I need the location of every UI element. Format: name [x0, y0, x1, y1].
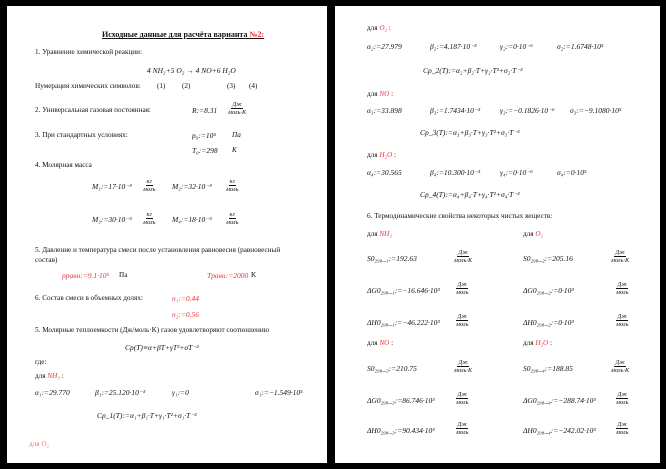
cut-off-footer: для O₂	[29, 440, 50, 448]
molar-mass-1: M₁:=17·10⁻³	[92, 182, 132, 191]
section-5-heading: 5. Давление и температура смеси после установления равновесия (равновесный	[35, 246, 281, 254]
unit-numerator: кг	[146, 178, 152, 185]
section-4-heading: 4. Молярная масса	[35, 161, 92, 169]
gamma-3: γ₃:=−0.1826·10⁻⁶	[500, 106, 555, 115]
where-label: где:	[35, 358, 47, 366]
heat-capacity-formula: Cp(T)≡α+βT+γT²+σT⁻²	[125, 343, 199, 352]
numbering-3: (3)	[227, 82, 236, 90]
cp-3-formula: Cp_3(T):=α₃+β₃·T+γ₃·T²+σ₃·T⁻²	[420, 128, 520, 137]
unit-numerator: Дж	[457, 281, 468, 288]
unit-denominator: моль	[226, 219, 239, 226]
gibbs-2: ΔG0₂₉₈_₂:=0·10³	[523, 286, 574, 295]
cp-1-formula: Cp_1(T):=α₁+β₁·T+γ₁·T²+σ₁·T⁻²	[97, 411, 197, 420]
unit-denominator: моль	[456, 321, 469, 328]
section-1-heading: 1. Уравнение химической реакции:	[35, 48, 143, 56]
for-label: для	[523, 339, 534, 347]
substance-3-name: NO	[379, 90, 390, 98]
gibbs-1: ΔG0₂₉₈_₁:=−16.646·10³	[367, 286, 440, 295]
unit-denominator: моль·K	[228, 109, 247, 116]
colon: :	[61, 372, 64, 380]
t0-unit: K	[232, 146, 237, 154]
unit-numerator: Дж	[458, 249, 468, 256]
unit-denominator: моль	[616, 289, 629, 296]
sigma-4: σ₄:=0·10⁵	[557, 168, 587, 177]
for-label: для	[367, 90, 378, 98]
molar-mass-4: M₄:=18·10⁻³	[172, 215, 212, 224]
substance-1-name: NH₃	[47, 372, 60, 380]
molar-mass-3: M₃:=30·10⁻³	[92, 215, 132, 224]
sigma-1: σ₁:=−1.549·10⁵	[255, 388, 303, 397]
substance-2-props-label	[523, 230, 543, 239]
numbering-label: Нумерация химических символов:	[35, 82, 141, 90]
gamma-2: γ₂:=0·10⁻⁶	[500, 42, 533, 51]
for-label: для	[367, 24, 378, 32]
t0-eq: T₀:=298	[192, 146, 218, 155]
volume-fraction-1: n₁:=0.44	[172, 294, 200, 303]
section-6-heading: 6. Состав смеси в объемных долях:	[35, 294, 143, 302]
numbering-4: (4)	[249, 82, 258, 90]
colon: :	[388, 24, 391, 32]
p0-unit: Па	[232, 131, 241, 139]
gas-constant-unit	[227, 101, 247, 116]
sigma-2: σ₂:=1.6748·10⁵	[557, 42, 604, 51]
entropy-4: S0₂₉₈_₄:=188.85	[523, 364, 573, 373]
substance-3-props-label	[367, 339, 393, 348]
unit-denominator: моль	[226, 186, 239, 193]
enthalpy-3: ΔH0₂₉₈_₃:=90.434·10³	[367, 426, 435, 435]
entropy-3: S0₂₉₈_₃:=210.75	[367, 364, 417, 373]
gibbs-4-unit	[615, 391, 629, 406]
p0-eq: p₀:=10⁵	[192, 131, 217, 140]
enthalpy-4-unit	[615, 421, 629, 436]
unit-numerator: кг	[229, 178, 235, 185]
entropy-2-unit	[610, 249, 630, 264]
substance-4-name: H₂O	[379, 151, 393, 159]
entropy-1-unit	[453, 249, 473, 264]
section-3-heading: 3. При стандартных условиях:	[35, 131, 128, 139]
unit-denominator: моль	[143, 219, 156, 226]
enthalpy-1: ΔH0₂₉₈_₁:=−46.222·10³	[367, 318, 440, 327]
substance-3-name: NO	[379, 339, 390, 347]
colon: :	[550, 339, 553, 347]
section-5-heading-cont: состав)	[35, 256, 58, 264]
volume-fraction-2: n₂:=0.56	[172, 310, 200, 319]
unit-numerator: Дж	[617, 281, 628, 288]
gibbs-1-unit	[455, 281, 469, 296]
unit-numerator: Дж	[617, 421, 628, 428]
substance-2-label	[367, 24, 391, 33]
molar-mass-1-unit	[142, 178, 156, 193]
for-label: для	[367, 339, 378, 347]
enthalpy-4: ΔH0₂₉₈_₄:=−242.02·10³	[523, 426, 596, 435]
section-2-heading: 2. Универсальная газовая постоянная:	[35, 106, 151, 114]
beta-2: β₂:=4.187·10⁻³	[430, 42, 477, 51]
enthalpy-1-unit	[455, 313, 469, 328]
enthalpy-3-unit	[455, 421, 469, 436]
unit-denominator: моль	[616, 429, 629, 436]
unit-denominator: моль	[456, 289, 469, 296]
unit-denominator: моль	[616, 399, 629, 406]
unit-denominator: моль	[616, 321, 629, 328]
colon: :	[391, 90, 394, 98]
gibbs-3-unit	[455, 391, 469, 406]
unit-numerator: Дж	[457, 391, 468, 398]
for-label: для	[523, 230, 534, 238]
pressure-unit: Па	[119, 271, 128, 279]
substance-1-props-label	[367, 230, 392, 239]
cp-4-formula: Cp_4(T):=α₄+β₄·T+γ₄·T²+σ₄·T⁻²	[420, 190, 520, 199]
beta-4: β₄:=10.300·10⁻³	[430, 168, 481, 177]
unit-denominator: моль·K	[611, 367, 630, 374]
entropy-2: S0₂₉₈_₂:=205.16	[523, 254, 573, 263]
title-text: Исходные данные для расчёта варианта	[102, 30, 250, 39]
temperature-unit: K	[251, 271, 257, 279]
beta-1: β₁:=25.120·10⁻³	[95, 388, 146, 397]
unit-numerator: кг	[229, 211, 235, 218]
document-page-1	[7, 6, 327, 463]
molar-mass-4-unit	[225, 211, 239, 226]
gamma-4: γ₄:=0·10⁻⁶	[500, 168, 533, 177]
beta-3: β₃:=1.7434·10⁻³	[430, 106, 481, 115]
substance-1-name: NH₃	[379, 230, 392, 238]
cp-2-formula: Cp_2(T):=α₂+β₂·T+γ₂·T²+σ₂·T⁻²	[423, 66, 523, 75]
substance-3-label	[367, 90, 393, 99]
colon: :	[394, 151, 397, 159]
section-6-heading: 6. Термодинамические свойства некоторых чистых веществ:	[367, 212, 553, 220]
for-label: для	[367, 230, 378, 238]
document-page-2	[335, 6, 660, 463]
for-label: для	[367, 151, 378, 159]
enthalpy-2-unit	[615, 313, 629, 328]
substance-4-name: H₂O	[535, 339, 549, 347]
unit-numerator: Дж	[232, 101, 242, 108]
gamma-1: γ₁:=0	[172, 388, 189, 397]
unit-denominator: моль	[456, 429, 469, 436]
entropy-3-unit	[453, 359, 473, 374]
colon: :	[391, 339, 394, 347]
unit-denominator: моль·K	[454, 257, 473, 264]
molar-mass-3-unit	[142, 211, 156, 226]
unit-denominator: моль·K	[611, 257, 630, 264]
enthalpy-2: ΔH0₂₉₈_₂:=0·10³	[523, 318, 574, 327]
numbering-2: (2)	[182, 82, 191, 90]
unit-numerator: Дж	[617, 391, 628, 398]
unit-numerator: кг	[146, 211, 152, 218]
substance-2-name: O₂	[535, 230, 544, 238]
unit-numerator: Дж	[457, 313, 468, 320]
section-7-heading: 5. Молярные теплоемкости (Дж/моль·K) газов удовлетворяют соотношению	[35, 326, 270, 334]
alpha-1: α₁:=29.770	[35, 388, 70, 397]
unit-numerator: Дж	[457, 421, 468, 428]
alpha-4: α₄:=30.565	[367, 168, 402, 177]
sigma-3: σ₃:=−9.1080·10⁵	[570, 106, 622, 115]
substance-4-label	[367, 151, 396, 160]
page-title	[102, 30, 264, 39]
unit-numerator: Дж	[617, 313, 628, 320]
entropy-1: S0₂₉₈_₁:=192.63	[367, 254, 417, 263]
molar-mass-2-unit	[225, 178, 239, 193]
unit-denominator: моль	[143, 186, 156, 193]
unit-numerator: Дж	[615, 359, 625, 366]
gas-constant-eq: R:=8.31	[192, 106, 218, 115]
unit-numerator: Дж	[615, 249, 625, 256]
substance-4-props-label	[523, 339, 552, 348]
alpha-2: α₂:=27.979	[367, 42, 402, 51]
entropy-4-unit	[610, 359, 630, 374]
unit-numerator: Дж	[458, 359, 468, 366]
reaction-equation: 4 NH₃+5 O₂ → 4 NO+6 H₂O	[147, 66, 236, 75]
unit-denominator: моль·K	[454, 367, 473, 374]
gibbs-3: ΔG0₂₉₈_₃:=86.746·10³	[367, 396, 435, 405]
substance-2-name: O₂	[379, 24, 388, 32]
numbering-1: (1)	[157, 82, 166, 90]
molar-mass-2: M₂:=32·10⁻³	[172, 182, 212, 191]
substance-1-label	[35, 372, 64, 381]
equilibrium-temperature: Tравн:=2000	[207, 271, 249, 280]
for-label: для	[35, 372, 46, 380]
gibbs-2-unit	[615, 281, 629, 296]
title-variant: №2:	[249, 30, 265, 39]
alpha-3: α₃:=33.898	[367, 106, 402, 115]
equilibrium-pressure: pравн:=9.1·10⁵	[62, 271, 110, 280]
unit-denominator: моль	[456, 399, 469, 406]
gibbs-4: ΔG0₂₉₈_₄:=−288.74·10³	[523, 396, 596, 405]
